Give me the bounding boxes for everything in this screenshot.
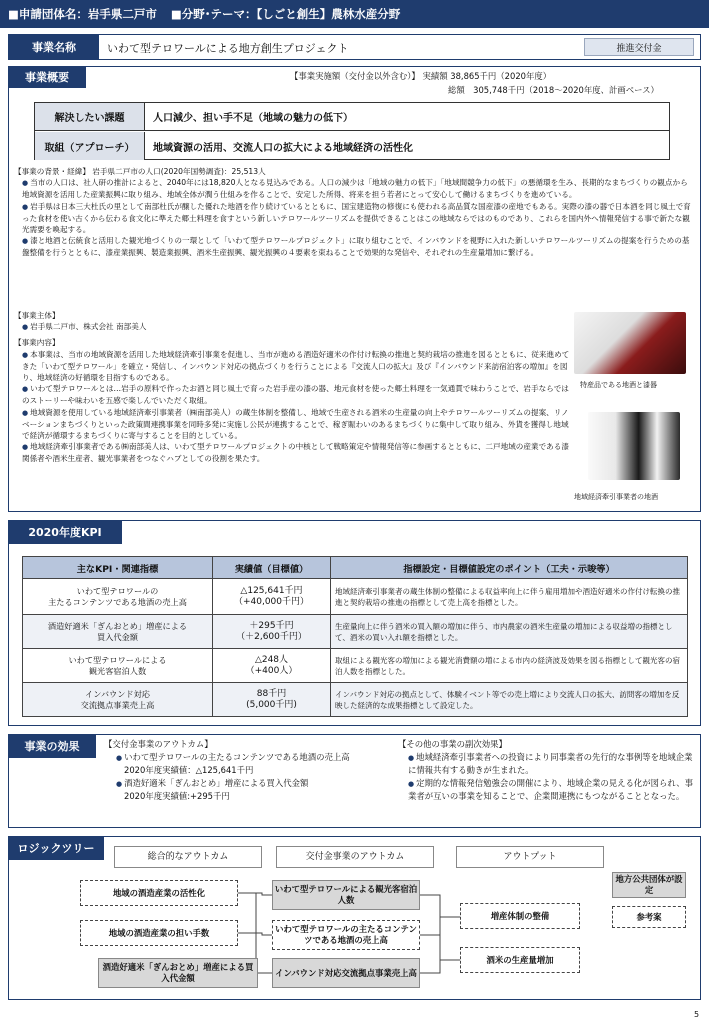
kpi-col-value: 実績値（目標値） xyxy=(213,557,331,579)
kpi-point: 生産量向上に伴う酒米の買入額の増加に伴う、市内農家の酒米生産量の増加による収益増の指標として、酒米の買い入れ額を指標とした。 xyxy=(331,615,688,649)
effect-left-item: ● いわて型テロワールの主たるコンテンツである地酒の売上高 xyxy=(104,751,394,765)
output-box: 増産体制の整備 xyxy=(460,903,580,929)
kpi-target: （+40,000千円） xyxy=(233,596,310,607)
kpi-label: 2020年度KPI xyxy=(8,520,122,544)
kpi-actual: ＋295千円 xyxy=(249,620,294,631)
project-label: 事業名称 xyxy=(9,35,99,59)
approach-value: 地域資源の活用、交流人口の拡大による地域経済の活性化 xyxy=(153,142,413,154)
kpi-indicator-line: いわて型テロワールの xyxy=(76,585,159,596)
effect-label: 事業の効果 xyxy=(8,734,96,758)
content-item: ● いわて型テロワールとは…岩手の原料で作ったお酒と同じ風土で育った岩手産の漆の器、地元食材を使った郷土料理を一気通貫で味わうことで、岩手ならではのストーリーや味わいを五感で楽しんでいただく取組。 xyxy=(14,383,570,406)
output-box: 酒米の生産量増加 xyxy=(460,947,580,973)
content-item: ● 地域資源を使用している地域経済牽引事業者（㈱南部美人）の蔵生体制を整備し、地域で生産される酒米の生産量の向上やテロワールツーリズムの提案、リノベーションまちづくりといった政策間連携事業を同時多発に実施し公民が連携することで、稼ぎ賑わいのあるまちづくりに集中して取り組み、外貨を獲得し地域で経済が循環するまちづくりに寄与することを目的としている。 xyxy=(14,407,570,442)
grant-box: インバウンド対応交流拠点事業売上高 xyxy=(272,958,420,988)
background-heading: 【事業の背景・経緯】 岩手県二戸市の人口(2020年国勢調査)：25,513人 xyxy=(14,167,266,176)
effect-left-item: ● 酒造好適米「ぎんおとめ」増産による買入代金額 xyxy=(104,777,394,791)
page-number: 5 xyxy=(694,1010,700,1019)
col-grant-outcome: 交付金事業のアウトカム xyxy=(276,846,434,868)
kpi-target: (5,000千円) xyxy=(246,699,297,710)
kpi-indicator-line: 酒造好適米「ぎんおとめ」増産による xyxy=(47,620,188,631)
background-item: ● 漆と地酒と伝統食と活用した観光地づくりの一環として「いわて型テロワールプロジェクト」に取り組むことで、インバウンドを視野に入れた新しいテロワールツーリズムの提案を行うための基盤整備を行うとともに、漆産業振興、製造業振興、酒米生産振興、観光振興の４要素を束ねることで効果的な発信や、それぞれの生産量増加に繋げる。 xyxy=(14,235,694,258)
grant-box: いわて型テロワールによる観光客宿泊人数 xyxy=(272,880,420,910)
org-name: ■申請団体名：岩手県二戸市 xyxy=(8,7,157,21)
overview-label: 事業概要 xyxy=(8,66,86,88)
effect-left-sub: 2020年度実績値:+295千円 xyxy=(124,791,230,801)
content-heading: 【事業内容】 xyxy=(14,338,60,348)
kpi-col-indicator: 主なKPI・関連指標 xyxy=(23,557,213,579)
background-item: ● 当市の人口は、社人研の推計によると、2040年には18,820人となる見込みである。人口の減少は「地域の魅力の低下」「地域間競争力の低下」の悪循環を生み、長期的なまちづくりの観点から地域資源を活用した産業振興に取り組み、地域全体が潤う仕組みを作ることで、安定した所得、将来を担う若者にとって安心して働けるまちづくりを進めている。 xyxy=(14,177,694,200)
effect-left-heading: 【交付金事業のアウトカム】 xyxy=(104,739,213,749)
kpi-point: インバウンド対応の拠点として、体験イベント等での売上増により交流人口の拡大、訪問客の増加を反映した経済的な成果指標として設定した。 xyxy=(331,683,688,717)
issue-key: 解決したい課題 xyxy=(35,103,145,130)
kpi-actual: 88千円 xyxy=(256,688,287,699)
kpi-target: （+400人） xyxy=(245,665,298,676)
issue-value: 人口減少、担い手不足（地域の魅力の低下） xyxy=(153,113,353,124)
cost-line-1: 【事業実施額（交付金以外含む）】 実績額 38,865千円（2020年度） xyxy=(290,71,552,81)
entity-value: ● 岩手県二戸市、株式会社 南部美人 xyxy=(14,321,570,333)
grant-type-badge: 推進交付金 xyxy=(584,38,694,56)
grant-box: いわて型テロワールの主たるコンテンツである地酒の売上高 xyxy=(272,920,420,950)
kpi-target: （＋2,600千円） xyxy=(236,631,307,642)
kpi-col-point: 指標設定・目標値設定のポイント（工夫・示唆等） xyxy=(331,557,688,579)
side-municipality: 地方公共団体が設定 xyxy=(612,872,686,898)
approach-key: 取組（アプローチ） xyxy=(35,132,145,160)
logic-label: ロジックツリー xyxy=(8,836,104,860)
kpi-actual: △248人 xyxy=(254,654,289,665)
outcome-box: 地域の酒造産業の担い手数 xyxy=(80,920,238,946)
kpi-indicator-line: インバウンド対応 xyxy=(85,688,150,699)
kpi-indicator-line: 買入代金額 xyxy=(97,631,138,642)
side-reference: 参考案 xyxy=(612,906,686,928)
theme: ■分野･テーマ：【しごと創生】農林水産分野 xyxy=(170,7,401,21)
background-item: ● 岩手県は日本三大杜氏の里として南部杜氏が醸した優れた地酒を作り続けているとともに、国宝建造物の修復にも使われる高品質な国産漆の産地でもある。実際の漆の器で日本酒を同じ風土で育った食材を使い古くから伝わる食文化に準えた郷土料理を食すという新しいテロワールツーリズムを提供できることはこの地域ならではのものであり、これらを国内外へ情報発信する事で新たな観光需要を喚起する。 xyxy=(14,201,694,236)
effect-right-item: ● 地域経済牽引事業者への投資により同事業者の先行的な事例等を地域企業に情報共有する動きが生まれた。 xyxy=(398,751,696,777)
outcome-box: 酒造好適米「ぎんおとめ」増産による買入代金額 xyxy=(98,958,258,988)
project-name: いわて型テロワールによる地方創生プロジェクト xyxy=(107,42,349,55)
cost-line-2: 総額 305,748千円（2018～2020年度、計画ベース） xyxy=(448,85,659,95)
kpi-indicator-line: 観光客宿泊人数 xyxy=(88,665,147,676)
kpi-indicator-line: 主たるコンテンツである地酒の売上高 xyxy=(48,596,187,607)
kpi-point: 取組による観光客の増加による観光消費額の増による市内の経済波及効果を図る指標として観光客の宿泊人数を指標とした。 xyxy=(331,649,688,683)
photo-caption-1: 特産品である地酒と漆器 xyxy=(580,381,657,389)
kpi-indicator-line: いわて型テロワールによる xyxy=(68,654,167,665)
kpi-actual: △125,641千円 xyxy=(240,585,303,596)
effect-right-heading: 【その他の事業の副次効果】 xyxy=(398,739,507,749)
content-item: ● 地域経済牽引事業者である㈱南部美人は、いわて型テロワールプロジェクトの中核として戦略策定や情報発信等に参画するとともに、二戸地域の産業である漆関係者や酒米生産者、観光事業者をつなぐハブとしての役割を果たす。 xyxy=(14,441,570,464)
outcome-box: 地域の酒造産業の活性化 xyxy=(80,880,238,906)
effect-right-item: ● 定期的な情報発信勉強会の開催により、地域企業の見える化が図られ、事業者が互いの事業を知ることで、企業間連携にもつながることとなった。 xyxy=(398,777,696,803)
content-item: ● 本事業は、当市の地域資源を活用した地域経済牽引事業を促進し、当市が進める酒造好適米の作付け転換の推進と契約栽培の推進を図るとともに、従来進めてきた「いわて型テロワール」を確立・発信し、インバウンド対応の拠点づくりを行うことによる『交流人口の拡大』及び『インバウンド来訪宿泊客の増加』を図り、地域経済の好循環を目指すものである。 xyxy=(14,349,570,384)
kpi-point: 地域経済牽引事業者の蔵生体制の整備による収益率向上に伴う雇用増加や酒造好適米の作付け転換の推進と契約栽培の推進の指標として売上高を指標とした。 xyxy=(331,579,688,615)
kpi-indicator-line: 交流拠点事業売上高 xyxy=(80,699,155,710)
col-output: アウトプット xyxy=(456,846,604,868)
entity-heading: 【事業主体】 xyxy=(14,311,60,320)
photo-caption-2: 地域経済牽引事業者の地酒 xyxy=(574,493,658,501)
effect-left-sub: 2020年度実績値：△125,641千円 xyxy=(124,765,254,775)
col-overall-outcome: 総合的なアウトカム xyxy=(114,846,262,868)
